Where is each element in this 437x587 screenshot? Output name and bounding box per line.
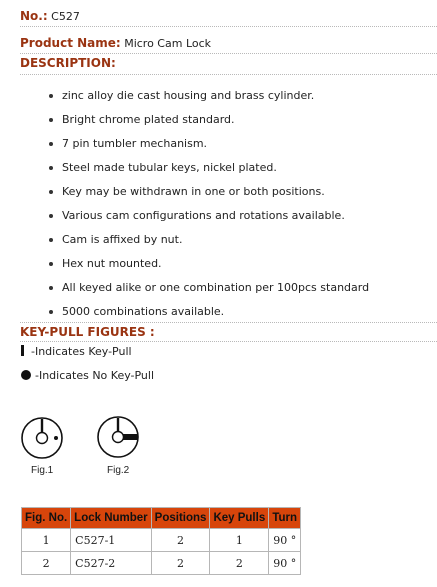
table-row	[22, 552, 301, 575]
cell-lock-number: C527-2	[71, 552, 152, 575]
description-end-divider	[20, 322, 437, 323]
list-item: All keyed alike or one combination per 100pcs standard	[0, 276, 437, 300]
cell-key-pulls: 2	[210, 552, 269, 575]
list-item: Bright chrome plated standard.	[0, 108, 437, 132]
product-name-label: Product Name:	[20, 36, 121, 50]
cell-positions: 2	[151, 529, 210, 552]
cell-fig-no: 2	[22, 552, 71, 575]
legend-no-key-pull-text: -Indicates No Key-Pull	[35, 369, 155, 382]
column-header-lock-number: Lock Number	[71, 508, 152, 529]
list-item: Key may be withdrawn in one or both positions.	[0, 180, 437, 204]
cell-fig-no: 1	[22, 529, 71, 552]
column-header-fig-no: Fig. No.	[22, 508, 71, 529]
description-list	[0, 84, 437, 324]
column-header-turn: Turn	[269, 508, 301, 529]
product-name-value: Micro Cam Lock	[124, 37, 212, 50]
legend-key-pull	[21, 345, 132, 358]
table-header-row	[22, 508, 301, 529]
fig1-diagram	[19, 416, 65, 460]
fig2-diagram	[95, 414, 141, 460]
product-number-row	[20, 6, 437, 27]
key-pull-heading-row	[20, 324, 437, 342]
product-name-row	[20, 33, 437, 54]
cell-turn: 90 °	[269, 529, 301, 552]
list-item: Hex nut mounted.	[0, 252, 437, 276]
key-pull-bar-icon	[21, 345, 24, 356]
cell-key-pulls: 1	[210, 529, 269, 552]
product-number-label: No.:	[20, 9, 48, 23]
legend-no-key-pull	[21, 369, 154, 382]
specification-table	[21, 507, 301, 575]
fig1-key-pull-bar-icon	[41, 419, 43, 432]
table-row	[22, 529, 301, 552]
legend-key-pull-text: -Indicates Key-Pull	[31, 345, 132, 358]
no-key-pull-dot-icon	[21, 370, 31, 380]
product-number-value: C527	[51, 10, 80, 23]
cell-turn: 90 °	[269, 552, 301, 575]
fig1-cam-hub-icon	[37, 433, 48, 444]
description-heading-row	[20, 55, 437, 75]
fig2-key-pull-bar-icon	[117, 418, 119, 431]
list-item: Steel made tubular keys, nickel plated.	[0, 156, 437, 180]
column-header-key-pulls: Key Pulls	[210, 508, 269, 529]
description-heading: DESCRIPTION:	[20, 56, 116, 70]
fig1-caption: Fig.1	[31, 465, 54, 476]
list-item: 5000 combinations available.	[0, 300, 437, 324]
cell-lock-number: C527-1	[71, 529, 152, 552]
cell-positions: 2	[151, 552, 210, 575]
column-header-positions: Positions	[151, 508, 210, 529]
list-item: Various cam configurations and rotations available.	[0, 204, 437, 228]
fig2-caption: Fig.2	[107, 465, 130, 476]
key-pull-heading: KEY-PULL FIGURES :	[20, 325, 155, 339]
list-item: zinc alloy die cast housing and brass cylinder.	[0, 84, 437, 108]
fig2-cam-hub-icon	[113, 432, 124, 443]
list-item: 7 pin tumbler mechanism.	[0, 132, 437, 156]
fig1-no-key-pull-dot-icon	[54, 436, 58, 440]
list-item: Cam is affixed by nut.	[0, 228, 437, 252]
